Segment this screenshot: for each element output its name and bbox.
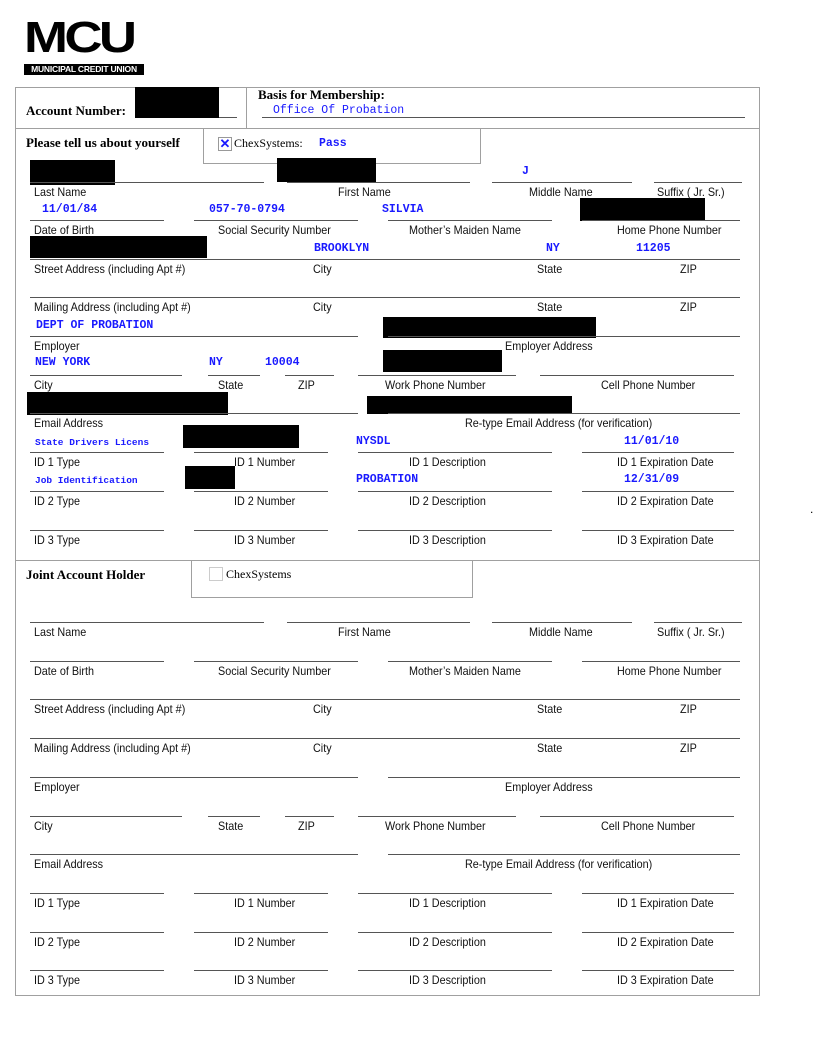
joint-field-id2-exp[interactable] <box>582 932 734 933</box>
joint-label-mailing: Mailing Address (including Apt #) <box>34 741 191 755</box>
joint-heading: Joint Account Holder <box>26 567 146 582</box>
redaction <box>277 158 376 182</box>
applicant-label-state: State <box>537 300 563 314</box>
applicant-field-id1-desc[interactable] <box>358 452 552 453</box>
applicant-label-id2-type: ID 2 Type <box>34 494 81 508</box>
joint-label-retype-email: Re-type Email Address (for verification) <box>465 857 653 871</box>
joint-field-retype-email[interactable] <box>388 854 740 855</box>
applicant-field-id2-number[interactable] <box>194 491 328 492</box>
account-number-label: Account Number: <box>26 103 127 118</box>
applicant-label-zip: ZIP <box>680 262 697 276</box>
joint-field-home-phone[interactable] <box>582 661 740 662</box>
applicant-field-id1-exp[interactable] <box>582 452 734 453</box>
joint-label-id2-number: ID 2 Number <box>234 935 296 949</box>
applicant-label-ssn: Social Security Number <box>218 223 331 237</box>
joint-field-work-phone[interactable] <box>358 816 516 817</box>
joint-label-id1-exp: ID 1 Expiration Date <box>617 896 714 910</box>
value-id1-type: State Drivers Licens <box>35 437 150 448</box>
applicant-field-id1-type[interactable] <box>30 452 164 453</box>
joint-field-id1-exp[interactable] <box>582 893 734 894</box>
joint-field-mothers-maiden[interactable] <box>388 661 552 662</box>
joint-label-state: State <box>537 741 563 755</box>
value-employer-city: NEW YORK <box>35 356 91 369</box>
joint-label-id2-desc: ID 2 Description <box>409 935 486 949</box>
applicant-field-id1-number[interactable] <box>194 452 328 453</box>
chexsystems-checkbox[interactable]: ✕ <box>219 136 231 151</box>
value-state: NY <box>546 242 560 255</box>
applicant-label-home-phone: Home Phone Number <box>617 223 722 237</box>
applicant-field-employer-address[interactable] <box>388 336 740 337</box>
joint-label-id1-number: ID 1 Number <box>234 896 296 910</box>
joint-chexsystems-label: ChexSystems <box>226 567 292 581</box>
value-middle-name: J <box>522 165 529 178</box>
value-id2-desc: PROBATION <box>356 473 419 486</box>
joint-label-employer: Employer <box>34 780 80 794</box>
applicant-label-id3-number: ID 3 Number <box>234 533 296 547</box>
joint-field-city[interactable] <box>30 816 182 817</box>
applicant-label-id2-number: ID 2 Number <box>234 494 296 508</box>
applicant-label-id3-type: ID 3 Type <box>34 533 81 547</box>
joint-label-street: Street Address (including Apt #) <box>34 702 186 716</box>
applicant-field-employer[interactable] <box>30 336 358 337</box>
joint-field-id2-desc[interactable] <box>358 932 552 933</box>
joint-label-state: State <box>537 702 563 716</box>
applicant-field-id2-exp[interactable] <box>582 491 734 492</box>
joint-field-id3-type[interactable] <box>30 970 164 971</box>
value-city: BROOKLYN <box>314 242 370 255</box>
joint-label-email: Email Address <box>34 857 104 871</box>
redaction <box>383 350 502 372</box>
value-employer-zip: 10004 <box>265 356 300 369</box>
joint-label-id3-type: ID 3 Type <box>34 973 81 987</box>
applicant-label-email: Email Address <box>34 416 104 430</box>
applicant-label-id1-type: ID 1 Type <box>34 455 81 469</box>
value-id2-exp: 12/31/09 <box>624 473 680 486</box>
applicant-field-id2-type[interactable] <box>30 491 164 492</box>
redaction <box>383 317 596 338</box>
joint-field-middle-name[interactable] <box>492 622 632 623</box>
joint-label-last-name: Last Name <box>34 625 87 639</box>
applicant-field-suffix[interactable] <box>654 182 742 183</box>
applicant-label-street: Street Address (including Apt #) <box>34 262 186 276</box>
applicant-field-state[interactable] <box>208 375 260 376</box>
applicant-field-mailing[interactable] <box>30 297 740 298</box>
basis-value: Office Of Probation <box>273 104 405 117</box>
applicant-label-first-name: First Name <box>338 185 391 199</box>
joint-field-cell-phone[interactable] <box>540 816 734 817</box>
value-employer: DEPT OF PROBATION <box>36 319 154 332</box>
redaction <box>183 425 299 448</box>
applicant-label-id2-exp: ID 2 Expiration Date <box>617 494 714 508</box>
chexsystems-result: Pass <box>319 137 347 150</box>
value-mothers-maiden: SILVIA <box>382 203 424 216</box>
applicant-label-id1-exp: ID 1 Expiration Date <box>617 455 714 469</box>
joint-label-work-phone: Work Phone Number <box>385 819 486 833</box>
joint-label-city: City <box>313 702 332 716</box>
joint-label-employer-address: Employer Address <box>505 780 593 794</box>
joint-label-id2-type: ID 2 Type <box>34 935 81 949</box>
value-employer-state: NY <box>209 356 223 369</box>
applicant-field-city[interactable] <box>30 375 182 376</box>
applicant-label-id1-number: ID 1 Number <box>234 455 296 469</box>
joint-label-id1-desc: ID 1 Description <box>409 896 486 910</box>
stray-mark: . <box>810 502 814 516</box>
joint-field-first-name[interactable] <box>287 622 470 623</box>
value-dob: 11/01/84 <box>42 203 98 216</box>
joint-label-id1-type: ID 1 Type <box>34 896 81 910</box>
applicant-label-city: City <box>34 378 53 392</box>
applicant-label-state: State <box>537 262 563 276</box>
applicant-label-retype-email: Re-type Email Address (for verification) <box>465 416 653 430</box>
applicant-label-last-name: Last Name <box>34 185 87 199</box>
joint-label-id3-number: ID 3 Number <box>234 973 296 987</box>
joint-field-employer-address[interactable] <box>388 777 740 778</box>
mcu-logo: MCU <box>24 13 134 62</box>
applicant-field-email[interactable] <box>30 413 358 414</box>
joint-label-zip: ZIP <box>680 741 697 755</box>
value-id1-desc: NYSDL <box>356 435 391 448</box>
joint-label-cell-phone: Cell Phone Number <box>601 819 696 833</box>
joint-label-first-name: First Name <box>338 625 391 639</box>
joint-field-id3-number[interactable] <box>194 970 328 971</box>
joint-field-employer[interactable] <box>30 777 358 778</box>
joint-label-state: State <box>218 819 244 833</box>
redaction <box>27 392 228 415</box>
joint-label-suffix: Suffix ( Jr. Sr.) <box>657 625 725 639</box>
applicant-heading: Please tell us about yourself <box>26 135 180 150</box>
joint-field-id3-desc[interactable] <box>358 970 552 971</box>
joint-label-city: City <box>313 741 332 755</box>
joint-field-state[interactable] <box>208 816 260 817</box>
joint-label-middle-name: Middle Name <box>529 625 593 639</box>
applicant-label-zip: ZIP <box>680 300 697 314</box>
joint-label-mothers-maiden: Mother’s Maiden Name <box>409 664 521 678</box>
applicant-field-ssn[interactable] <box>194 220 358 221</box>
applicant-label-mailing: Mailing Address (including Apt #) <box>34 300 191 314</box>
applicant-label-suffix: Suffix ( Jr. Sr.) <box>657 185 725 199</box>
joint-field-zip[interactable] <box>285 816 334 817</box>
applicant-field-cell-phone[interactable] <box>540 375 734 376</box>
applicant-label-id2-desc: ID 2 Description <box>409 494 486 508</box>
joint-field-dob[interactable] <box>30 661 164 662</box>
applicant-field-street[interactable] <box>30 259 740 260</box>
applicant-field-id3-type[interactable] <box>30 530 164 531</box>
joint-label-home-phone: Home Phone Number <box>617 664 722 678</box>
joint-chexsystems-checkbox[interactable] <box>209 567 223 581</box>
joint-field-mailing[interactable] <box>30 738 740 739</box>
applicant-field-middle-name[interactable] <box>492 182 632 183</box>
applicant-label-dob: Date of Birth <box>34 223 95 237</box>
joint-field-suffix[interactable] <box>654 622 742 623</box>
applicant-field-id2-desc[interactable] <box>358 491 552 492</box>
applicant-label-employer-address: Employer Address <box>505 339 593 353</box>
joint-label-ssn: Social Security Number <box>218 664 331 678</box>
applicant-label-middle-name: Middle Name <box>529 185 593 199</box>
applicant-field-mothers-maiden[interactable] <box>388 220 552 221</box>
joint-field-email[interactable] <box>30 854 358 855</box>
applicant-label-id1-desc: ID 1 Description <box>409 455 486 469</box>
value-zip: 11205 <box>636 242 671 255</box>
applicant-label-city: City <box>313 262 332 276</box>
redaction <box>367 396 572 414</box>
applicant-label-zip: ZIP <box>298 378 315 392</box>
value-id2-type: Job Identification <box>35 475 138 486</box>
applicant-field-home-phone[interactable] <box>582 220 740 221</box>
applicant-label-state: State <box>218 378 244 392</box>
applicant-label-id3-desc: ID 3 Description <box>409 533 486 547</box>
applicant-field-id3-desc[interactable] <box>358 530 552 531</box>
applicant-field-last-name[interactable] <box>30 182 264 183</box>
joint-field-last-name[interactable] <box>30 622 264 623</box>
applicant-field-id3-number[interactable] <box>194 530 328 531</box>
joint-field-id2-type[interactable] <box>30 932 164 933</box>
applicant-field-retype-email[interactable] <box>388 413 740 414</box>
joint-label-id3-exp: ID 3 Expiration Date <box>617 973 714 987</box>
applicant-label-work-phone: Work Phone Number <box>385 378 486 392</box>
basis-label: Basis for Membership: <box>258 87 385 102</box>
redaction <box>185 466 235 489</box>
value-ssn: 057-70-0794 <box>209 203 285 216</box>
chexsystems-label: ChexSystems: <box>234 136 303 150</box>
joint-label-dob: Date of Birth <box>34 664 95 678</box>
joint-label-id3-desc: ID 3 Description <box>409 973 486 987</box>
joint-label-zip: ZIP <box>680 702 697 716</box>
applicant-label-employer: Employer <box>34 339 80 353</box>
applicant-label-id3-exp: ID 3 Expiration Date <box>617 533 714 547</box>
applicant-field-work-phone[interactable] <box>358 375 516 376</box>
applicant-field-id3-exp[interactable] <box>582 530 734 531</box>
applicant-label-city: City <box>313 300 332 314</box>
joint-label-zip: ZIP <box>298 819 315 833</box>
joint-field-id1-desc[interactable] <box>358 893 552 894</box>
joint-field-id3-exp[interactable] <box>582 970 734 971</box>
joint-label-id2-exp: ID 2 Expiration Date <box>617 935 714 949</box>
applicant-label-mothers-maiden: Mother’s Maiden Name <box>409 223 521 237</box>
mcu-logo-subtitle: MUNICIPAL CREDIT UNION <box>24 64 144 75</box>
applicant-field-first-name[interactable] <box>287 182 470 183</box>
applicant-field-zip[interactable] <box>285 375 334 376</box>
applicant-field-dob[interactable] <box>30 220 164 221</box>
joint-field-id1-number[interactable] <box>194 893 328 894</box>
header-divider <box>246 87 247 128</box>
joint-field-id1-type[interactable] <box>30 893 164 894</box>
applicant-label-cell-phone: Cell Phone Number <box>601 378 696 392</box>
redaction <box>580 198 705 221</box>
joint-label-city: City <box>34 819 53 833</box>
joint-field-id2-number[interactable] <box>194 932 328 933</box>
redaction <box>30 236 207 258</box>
joint-field-street[interactable] <box>30 699 740 700</box>
value-id1-exp: 11/01/10 <box>624 435 680 448</box>
redaction <box>135 87 219 118</box>
joint-field-ssn[interactable] <box>194 661 358 662</box>
basis-field[interactable] <box>262 117 745 118</box>
